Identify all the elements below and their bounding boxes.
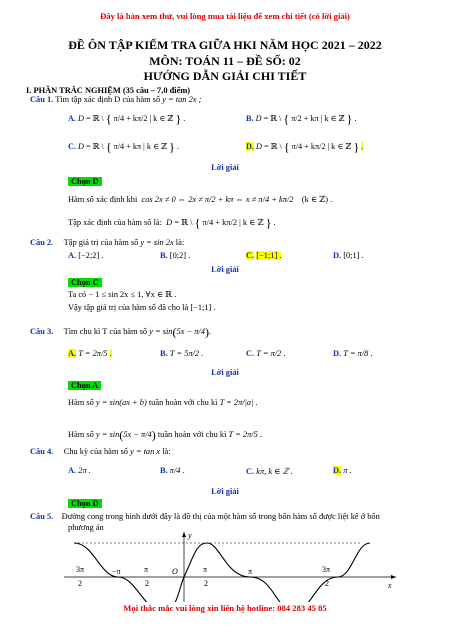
section-heading: I. PHẦN TRẮC NGHIỆM (35 câu – 7,0 điểm) — [26, 86, 191, 95]
tick-label-pi-2: π — [203, 565, 208, 574]
page-title: ĐỀ ÔN TẬP KIỂM TRA GIỮA HKI NĂM HỌC 2021 – 2022 — [68, 38, 382, 52]
tick-label-pi-2-den: 2 — [204, 579, 208, 588]
y-axis-arrow — [182, 532, 186, 537]
q1-solution-1: Hàm số xác định khi cos 2x ≠ 0 ⇔ 2x ≠ π/2 + kπ ⇔ x ≠ π/4 + kπ/2 (k ∈ ℤ) . — [68, 195, 333, 204]
solution-heading-1: Lời giải — [211, 163, 239, 172]
q1-option-a[interactable]: A. D = ℝ \ { π/4 + kπ/2 | k ∈ ℤ } . — [68, 112, 186, 126]
q4-choice: Chọn D — [68, 499, 102, 508]
tick-label-neg-3pi-2-den: 2 — [78, 579, 82, 588]
q3-option-d[interactable]: D. T = π/8 . — [333, 349, 373, 358]
q3-option-c[interactable]: C. T = π/2 . — [246, 349, 286, 358]
question-2: Câu 2. Tập giá trị của hàm số y = sin 2x là: — [30, 238, 185, 247]
tick-label-neg-3pi-2: 3π — [76, 565, 85, 574]
q3-solution-1: Hàm số y = sin(ax + b) tuần hoàn với chu kì T = 2π/|a| . — [68, 398, 258, 407]
q2-option-c[interactable]: C. [−1;1] . — [246, 251, 282, 260]
x-axis-label: x — [388, 581, 392, 590]
q2-solution-2: Vậy tập giá trị của hàm số đã cho là [−1;1] . — [68, 303, 216, 312]
solution-title: HƯỚNG DẪN GIẢI CHI TIẾT — [143, 69, 307, 83]
question-5-line2: phương án — [68, 523, 104, 532]
q2-solution-1: Ta có − 1 ≤ sin 2x ≤ 1, ∀x ∈ ℝ . — [68, 290, 177, 299]
q4-option-b[interactable]: B. π/4 . — [160, 466, 185, 475]
subject-title: MÔN: TOÁN 11 – ĐỀ SỐ: 02 — [149, 54, 301, 68]
question-1: Câu 1. Tìm tập xác định D của hàm số y = tan 2x ; — [30, 95, 202, 104]
q3-solution-2: Hàm số y = sin(5x − π/4) tuần hoàn với chu kì T = 2π/5 . — [68, 428, 262, 442]
q2-option-d[interactable]: D. [0;1] . — [333, 251, 364, 260]
q1-option-b[interactable]: B. D = ℝ \ { π/2 + kπ | k ∈ ℤ } . — [246, 112, 357, 126]
q1-choice: Chọn D — [68, 177, 102, 186]
origin-label: O — [172, 567, 178, 576]
q4-option-a[interactable]: A. 2π . — [68, 466, 91, 475]
sine-graph — [60, 530, 400, 602]
q3-option-a[interactable]: A. T = 2π/5 . — [68, 349, 112, 358]
q3-choice: Chọn A — [68, 381, 101, 390]
y-axis-label: y — [188, 531, 192, 540]
q1-option-c[interactable]: C. D = ℝ \ { π/4 + kπ | k ∈ ℤ } . — [68, 140, 179, 154]
footer-hotline: Mọi thắc mắc vui lòng xin liên hệ hotline: 084 283 45 85 — [123, 603, 327, 613]
solution-heading-3: Lời giải — [211, 368, 239, 377]
question-1-label: Câu 1. — [30, 95, 54, 104]
tick-label-pi: π — [248, 567, 253, 576]
tick-label-3pi-2-den: 2 — [325, 579, 329, 588]
tick-label-neg-pi-2: π — [144, 565, 149, 574]
preview-banner: Đây là bản xem thử, vui lòng mua tài liệu để xem chi tiết (có lời giải) — [100, 11, 350, 21]
q4-option-d[interactable]: D. π . — [333, 466, 352, 475]
question-3: Câu 3. Tìm chu kì T của hàm số y = sin(5x − π/4). — [30, 325, 212, 339]
q4-option-c[interactable]: C. kπ, k ∈ ℤ . — [246, 467, 293, 476]
q2-option-a[interactable]: A. [−2;2] . — [68, 251, 104, 260]
q1-solution-2: Tập xác định của hàm số là: D = ℝ \ { π/4 + kπ/2 | k ∈ ℤ } . — [68, 216, 276, 230]
q3-option-b[interactable]: B. T = 5π/2 . — [160, 349, 204, 358]
q1-option-d[interactable]: D. D = ℝ \ { π/4 + kπ/2 | k ∈ ℤ } . — [246, 140, 364, 154]
x-axis-arrow — [391, 575, 396, 579]
question-5: Câu 5. Đường cong trong hình dưới đây là đồ thị của một hàm số trong bốn hàm số được liệt kê ở bốn — [30, 512, 380, 521]
q2-choice: Chọn C — [68, 278, 102, 287]
q2-option-b[interactable]: B. [0;2] . — [160, 251, 191, 260]
solution-heading-2: Lời giải — [211, 265, 239, 274]
solution-heading-4: Lời giải — [211, 487, 239, 496]
question-4: Câu 4. Chu kỳ của hàm số y = tan x là: — [30, 447, 171, 456]
tick-label-3pi-2: 3π — [322, 565, 331, 574]
tick-label-neg-pi-2-den: 2 — [145, 579, 149, 588]
tick-label-neg-pi: −π — [112, 567, 121, 576]
